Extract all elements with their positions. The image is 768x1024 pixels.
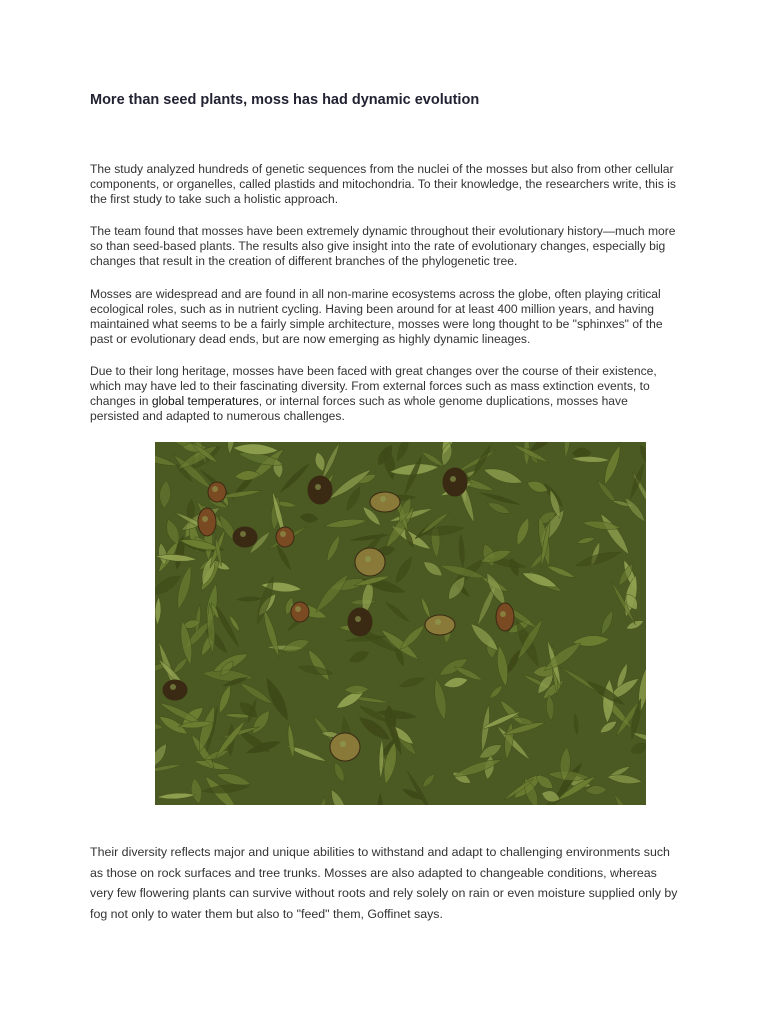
moss-capsule-highlight bbox=[435, 619, 441, 625]
article-title: More than seed plants, moss has had dynamic evolution bbox=[90, 92, 480, 108]
moss-capsule bbox=[443, 468, 467, 496]
moss-capsule-highlight bbox=[365, 556, 371, 562]
moss-image bbox=[155, 442, 646, 805]
moss-capsule bbox=[308, 476, 332, 504]
moss-capsule-highlight bbox=[380, 496, 386, 502]
paragraph-diversity: Their diversity reflects major and unique abilities to withstand and adapt to challenging environments such as those on rock surfaces and tree trunks. Mosses are also adapted to changeable conditions, whereas very few flowering plants can survive without roots and rely solely on rain or even moisture supplied only by fog not only to water them but also to "feed" them, Goffinet says. bbox=[90, 845, 678, 921]
moss-capsule bbox=[496, 603, 514, 631]
paragraph-widespread-mosses: Mosses are widespread and are found in all non-marine ecosystems across the globe, often playing critical ecological roles, such as in nutrient cycling. Having been around for at least 400 million years, and having maintained what seems to be a fairly simple architecture, mosses were long thought to be "sphinxes" of the past or evolutionary dead ends, but are now emerging as highly dynamic lineages. bbox=[90, 287, 663, 346]
paragraph-dynamic-mosses: The team found that mosses have been extremely dynamic throughout their evolutionary history—much more so than seed-based plants. The results also give insight into the rate of evolutionary changes, especially big changes that result in the creation of different branches of the phylogenetic tree. bbox=[90, 224, 676, 268]
moss-capsule-highlight bbox=[295, 606, 301, 612]
moss-capsule-highlight bbox=[202, 516, 208, 522]
paragraph-study-analysis: The study analyzed hundreds of genetic sequences from the nuclei of the mosses but also from other cellular components, or organelles, called plastids and mitochondria. To their knowledge, the researchers write, this is the first study to take such a holistic approach. bbox=[90, 162, 676, 206]
moss-capsule-highlight bbox=[240, 531, 246, 537]
moss-capsule-highlight bbox=[355, 616, 361, 622]
paragraph-text-after-link: , or internal forces such as whole genome duplications, mosses have persisted and adapted to numerous challenges. bbox=[90, 394, 628, 423]
global-temperatures-link[interactable]: global temperatures bbox=[151, 394, 259, 408]
moss-capsule bbox=[348, 608, 372, 636]
moss-capsule bbox=[276, 527, 294, 547]
moss-capsule-highlight bbox=[170, 684, 176, 690]
moss-capsule bbox=[370, 492, 400, 512]
paragraph-long-heritage bbox=[90, 364, 680, 424]
moss-photo bbox=[155, 442, 646, 805]
moss-capsule bbox=[208, 482, 226, 502]
moss-capsule-highlight bbox=[340, 741, 346, 747]
paragraph-text-before-link: Due to their long heritage, mosses have been faced with great changes over the course of their existence, which may have led to their fascinating diversity. From external forces such as mass extinction events, to changes in bbox=[90, 364, 657, 408]
moss-capsule bbox=[198, 508, 216, 536]
moss-capsule-highlight bbox=[450, 476, 456, 482]
moss-capsule bbox=[163, 680, 187, 700]
moss-capsule-highlight bbox=[315, 484, 321, 490]
moss-capsule-highlight bbox=[280, 531, 286, 537]
moss-capsule bbox=[291, 602, 309, 622]
moss-capsule-highlight bbox=[212, 486, 218, 492]
moss-capsule bbox=[425, 615, 455, 635]
moss-capsule bbox=[233, 527, 257, 547]
moss-capsule bbox=[330, 733, 360, 761]
moss-capsule bbox=[355, 548, 385, 576]
moss-capsule-highlight bbox=[500, 611, 506, 617]
